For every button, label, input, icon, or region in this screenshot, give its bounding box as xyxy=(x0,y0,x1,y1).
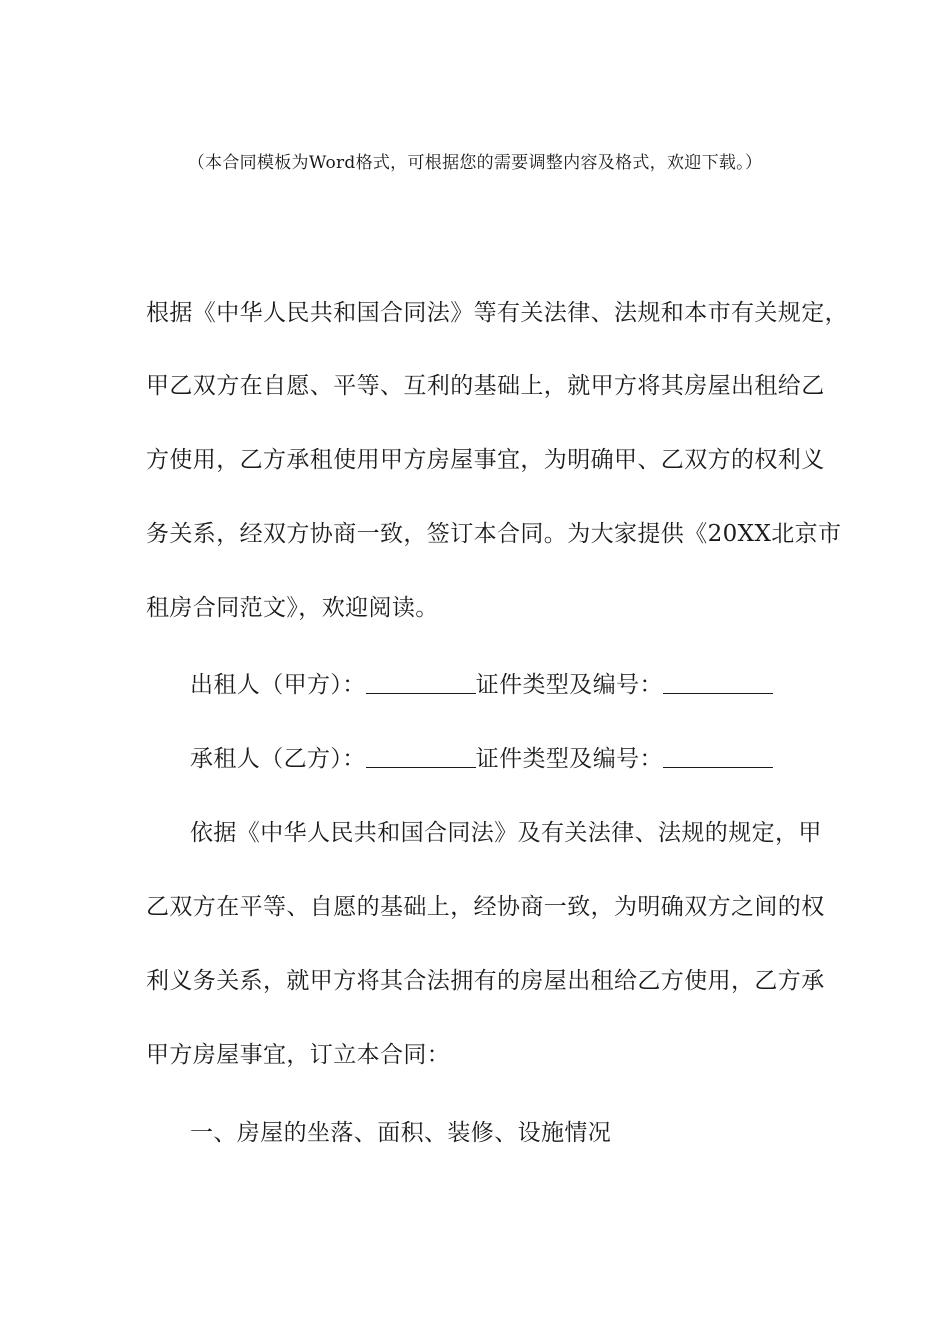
lessee-label: 承租人（乙方）： xyxy=(190,746,366,772)
template-note: （本合同模板为Word格式，可根据您的需要调整内容及格式，欢迎下载。） xyxy=(187,153,763,173)
lessee-id-blank[interactable] xyxy=(663,747,773,768)
lessor-row xyxy=(190,668,773,702)
intro-line-1: 根据《中华人民共和国合同法》等有关法律、法规和本市有关规定， xyxy=(146,300,848,326)
lessee-row xyxy=(190,742,773,776)
lessee-id-label: 证件类型及编号： xyxy=(475,746,663,772)
lessor-name-blank[interactable] xyxy=(366,673,476,694)
basis-line-1: 依据《中华人民共和国合同法》及有关法律、法规的规定，甲 xyxy=(190,820,822,846)
basis-line-4: 甲方房屋事宜，订立本合同： xyxy=(146,1042,451,1068)
basis-line-3: 利义务关系，就甲方将其合法拥有的房屋出租给乙方使用，乙方承 xyxy=(146,968,825,994)
lessor-label: 出租人（甲方）： xyxy=(190,672,366,698)
intro-line-2: 甲乙双方在自愿、平等、互利的基础上，就甲方将其房屋出租给乙 xyxy=(146,373,825,399)
section-1-heading: 一、房屋的坐落、面积、装修、设施情况 xyxy=(190,1120,612,1146)
lessor-id-label: 证件类型及编号： xyxy=(475,672,663,698)
intro-line-5: 租房合同范文》，欢迎阅读。 xyxy=(146,595,439,621)
basis-line-2: 乙双方在平等、自愿的基础上，经协商一致，为明确双方之间的权 xyxy=(146,894,825,920)
intro-line-4: 务关系，经双方协商一致，签订本合同。为大家提供《20XX北京市 xyxy=(146,521,842,547)
lessor-id-blank[interactable] xyxy=(663,673,773,694)
lessee-name-blank[interactable] xyxy=(366,747,476,768)
intro-line-3: 方使用，乙方承租使用甲方房屋事宜，为明确甲、乙双方的权利义 xyxy=(146,447,825,473)
